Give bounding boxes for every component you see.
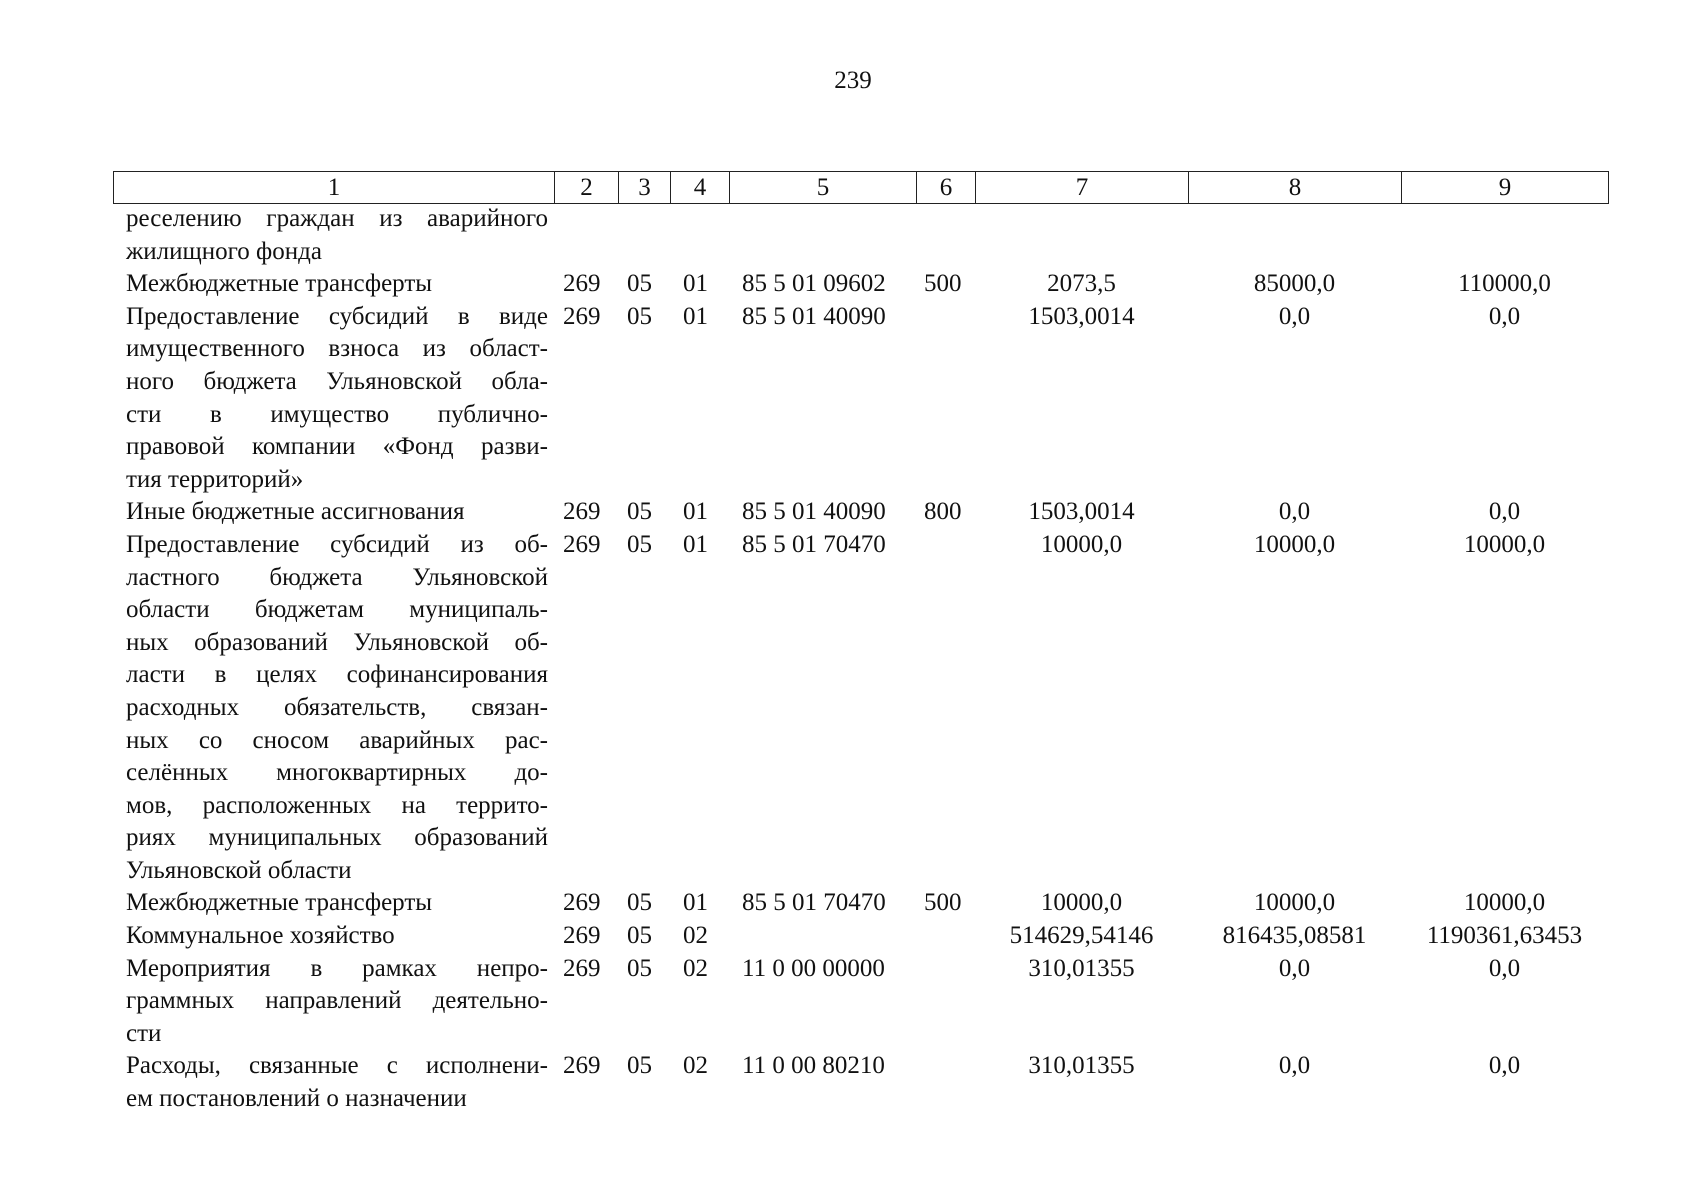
column-header-9: 9 [1402,172,1609,204]
cell-section-code: 05 [627,530,652,558]
cell-amount-col7: 514629,54146 [1009,922,1154,950]
table-row [113,1050,1608,1115]
row-name-line: Ульяновской области [126,856,352,884]
cell-amount-col8: 85000,0 [1253,270,1336,298]
cell-subsection-code: 01 [683,530,708,558]
cell-amount-col7: 10000,0 [1040,530,1123,558]
row-name-line: Межбюджетные трансферты [126,889,433,917]
row-name-line: Расходы, связанные с исполнени- [126,1052,548,1080]
row-name [113,529,554,888]
table-row [113,953,1608,1051]
table-row [113,203,1608,268]
cell-admin-code: 269 [563,922,601,950]
cell-expense-type: 800 [924,498,962,526]
row-name-line: сти [126,1019,162,1047]
cell-expense-type [916,203,975,268]
row-name-line: Предоставление субсидий из об- [126,530,548,558]
cell-expense-type [916,1050,975,1115]
row-name-line: сти в имущество публично- [126,400,548,428]
row-name-line: ем постановлений о назначении [126,1085,467,1113]
cell-expense-type [916,529,975,888]
cell-target-article: 85 5 01 40090 [742,498,886,526]
cell-amount-col8: 816435,08581 [1222,922,1367,950]
cell-amount-col7: 310,01355 [1028,954,1135,982]
cell-target-article: 85 5 01 40090 [742,302,886,330]
cell-amount-col7: 1503,0014 [1028,302,1135,330]
cell-amount-col9: 10000,0 [1463,889,1546,917]
cell-amount-col7: 1503,0014 [1028,498,1135,526]
page-number: 239 [834,67,872,94]
table-row [113,268,1608,301]
cell-amount-col8: 0,0 [1278,954,1311,982]
cell-section-code: 05 [627,889,652,917]
row-name-line: ласти в целях софинансирования [126,661,548,689]
cell-target-article [729,203,916,268]
cell-target-article: 11 0 00 80210 [742,1052,885,1080]
cell-subsection-code: 01 [683,270,708,298]
column-header-4: 4 [671,172,730,204]
cell-subsection-code: 01 [683,889,708,917]
cell-admin-code: 269 [563,270,601,298]
cell-admin-code: 269 [563,530,601,558]
row-name-line: области бюджетам муниципаль- [126,596,548,624]
cell-subsection-code [670,203,729,268]
cell-subsection-code: 02 [683,954,708,982]
row-name-line: Мероприятия в рамках непро- [126,954,548,982]
cell-subsection-code: 01 [683,302,708,330]
column-header-6: 6 [917,172,976,204]
cell-admin-code [554,203,618,268]
budget-table [113,203,1608,1116]
row-name-line: жилищного фонда [126,237,322,265]
cell-target-article: 85 5 01 09602 [742,270,886,298]
cell-admin-code: 269 [563,1052,601,1080]
row-name [113,887,554,920]
cell-amount-col8: 0,0 [1278,302,1311,330]
table-row [113,301,1608,497]
table-row [113,887,1608,920]
cell-amount-col7: 2073,5 [1047,270,1116,298]
cell-target-article: 85 5 01 70470 [742,530,886,558]
cell-expense-type [916,301,975,497]
cell-admin-code: 269 [563,954,601,982]
column-header-1: 1 [114,172,555,204]
cell-amount-col7 [975,203,1188,268]
cell-amount-col9: 0,0 [1488,1052,1521,1080]
cell-section-code: 05 [627,302,652,330]
cell-amount-col9: 10000,0 [1463,530,1546,558]
row-name-line: Иные бюджетные ассигнования [126,498,465,526]
cell-amount-col9: 0,0 [1488,302,1521,330]
row-name-line: риях муниципальных образований [126,824,548,852]
row-name-line: ластного бюджета Ульяновской [126,563,548,591]
column-header-2: 2 [555,172,619,204]
column-header-8: 8 [1189,172,1402,204]
row-name-line: расходных обязательств, связан- [126,693,548,721]
cell-amount-col8: 0,0 [1278,498,1311,526]
cell-amount-col7: 310,01355 [1028,1052,1135,1080]
table-row [113,529,1608,888]
cell-admin-code: 269 [563,302,601,330]
cell-admin-code: 269 [563,498,601,526]
row-name [113,920,554,953]
cell-amount-col9: 110000,0 [1458,270,1551,298]
cell-amount-col7: 10000,0 [1040,889,1123,917]
cell-amount-col9: 0,0 [1488,498,1521,526]
cell-section-code [618,203,670,268]
row-name [113,301,554,497]
row-name [113,496,554,529]
cell-amount-col9 [1401,203,1608,268]
cell-expense-type: 500 [924,270,962,298]
cell-target-article: 11 0 00 00000 [742,954,885,982]
table-row [113,920,1608,953]
cell-section-code: 05 [627,498,652,526]
row-name-line: граммных направлений деятельно- [126,987,548,1015]
row-name [113,1050,554,1115]
cell-subsection-code: 02 [683,1052,708,1080]
row-name-line: ного бюджета Ульяновской обла- [126,367,548,395]
row-name-line: правовой компании «Фонд разви- [126,433,548,461]
row-name [113,268,554,301]
cell-section-code: 05 [627,1052,652,1080]
cell-section-code: 05 [627,270,652,298]
row-name-line: ных со сносом аварийных рас- [126,726,548,754]
cell-subsection-code: 01 [683,498,708,526]
cell-amount-col8: 10000,0 [1253,530,1336,558]
row-name-line: мов, расположенных на террито- [126,791,548,819]
row-name [113,953,554,1051]
cell-admin-code: 269 [563,889,601,917]
row-name-line: Предоставление субсидий в виде [126,302,548,330]
row-name-line: Коммунальное хозяйство [126,922,395,950]
cell-amount-col8 [1188,203,1401,268]
row-name-line: тия территорий» [126,465,304,493]
column-header-3: 3 [619,172,671,204]
cell-subsection-code: 02 [683,922,708,950]
cell-amount-col9: 0,0 [1488,954,1521,982]
table-row [113,496,1608,529]
row-name [113,203,554,268]
column-header-5: 5 [730,172,917,204]
cell-target-article [729,920,916,953]
cell-expense-type [916,920,975,953]
cell-section-code: 05 [627,954,652,982]
cell-expense-type [916,953,975,1051]
cell-expense-type: 500 [924,889,962,917]
row-name-line: реселению граждан из аварийного [126,205,548,232]
row-name-line: селённых многоквартирных до- [126,759,548,787]
cell-amount-col8: 0,0 [1278,1052,1311,1080]
row-name-line: ных образований Ульяновской об- [126,628,548,656]
column-header-7: 7 [976,172,1189,204]
cell-target-article: 85 5 01 70470 [742,889,886,917]
cell-section-code: 05 [627,922,652,950]
row-name-line: Межбюджетные трансферты [126,270,433,298]
cell-amount-col9: 1190361,63453 [1426,922,1583,950]
column-header-row [113,171,1609,204]
cell-amount-col8: 10000,0 [1253,889,1336,917]
row-name-line: имущественного взноса из област- [126,335,548,363]
